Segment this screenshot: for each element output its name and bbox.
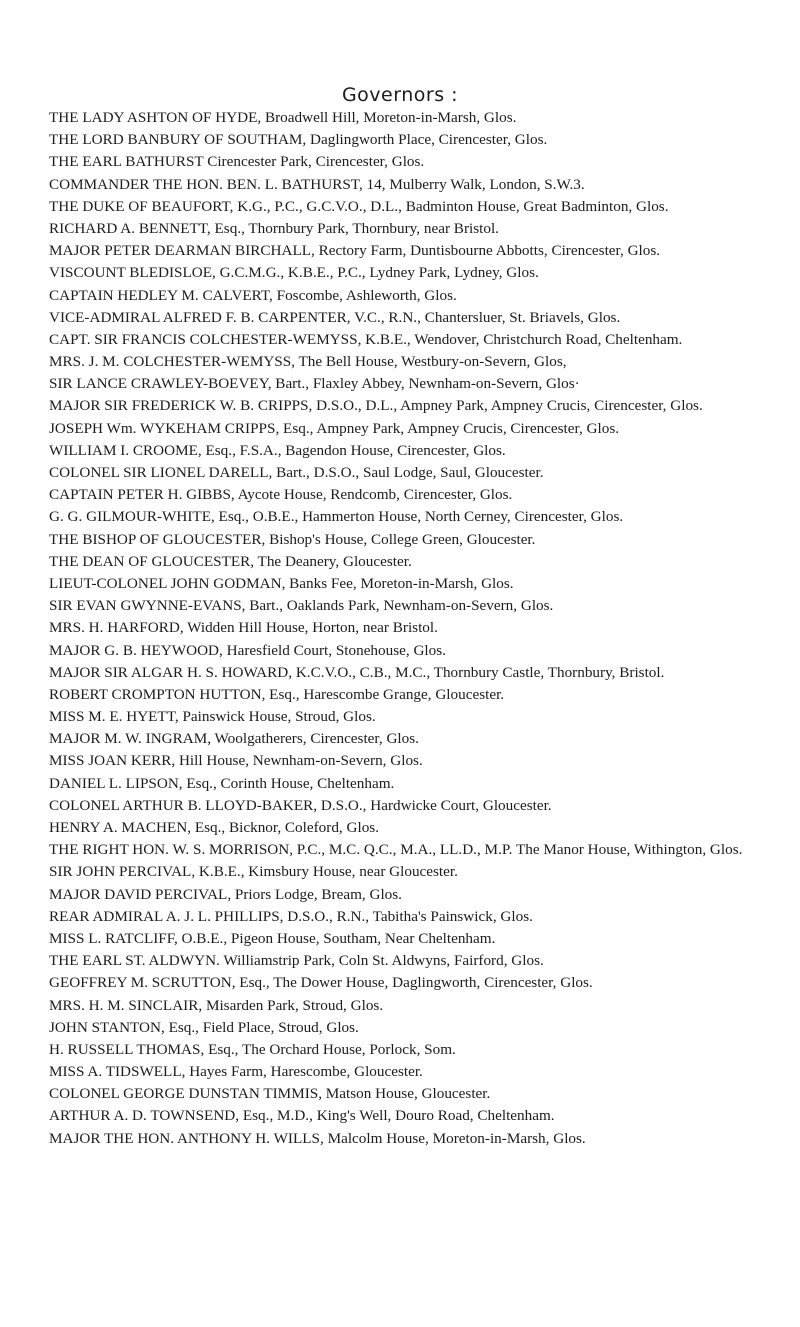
- governor-entry: SIR LANCE CRAWLEY-BOEVEY, Bart., Flaxley Abbey, Newnham-on-Severn, Glos·: [49, 375, 580, 393]
- governor-entry: DANIEL L. LIPSON, Esq., Corinth House, Cheltenham.: [49, 774, 395, 792]
- governors-list: [49, 110, 749, 1153]
- governor-entry: MAJOR G. B. HEYWOOD, Haresfield Court, Stonehouse, Glos.: [49, 641, 446, 659]
- governor-entry: THE EARL ST. ALDWYN. Williamstrip Park, Coln St. Aldwyns, Fairford, Glos.: [49, 952, 544, 970]
- governor-entry: MAJOR M. W. INGRAM, Woolgatherers, Cirencester, Glos.: [49, 730, 419, 748]
- governor-entry: CAPTAIN HEDLEY M. CALVERT, Foscombe, Ashleworth, Glos.: [49, 286, 457, 304]
- governor-entry: THE DUKE OF BEAUFORT, K.G., P.C., G.C.V.O., D.L., Badminton House, Great Badminton, Glos.: [49, 197, 669, 215]
- governor-entry: MISS M. E. HYETT, Painswick House, Stroud, Glos.: [49, 708, 376, 726]
- governor-entry: MRS. H. HARFORD, Widden Hill House, Horton, near Bristol.: [49, 619, 438, 637]
- governor-entry: JOSEPH Wm. WYKEHAM CRIPPS, Esq., Ampney Park, Ampney Crucis, Cirencester, Glos.: [49, 419, 620, 437]
- governor-entry: THE EARL BATHURST Cirencester Park, Cirencester, Glos.: [49, 153, 425, 171]
- governor-entry: COLONEL ARTHUR B. LLOYD-BAKER, D.S.O., Hardwicke Court, Gloucester.: [49, 796, 552, 814]
- governor-entry: THE LORD BANBURY OF SOUTHAM, Daglingworth Place, Cirencester, Glos.: [49, 131, 548, 149]
- governor-entry: MAJOR SIR ALGAR H. S. HOWARD, K.C.V.O., C.B., M.C., Thornbury Castle, Thornbury, Bristol.: [49, 663, 665, 681]
- governor-entry: VISCOUNT BLEDISLOE, G.C.M.G., K.B.E., P.C., Lydney Park, Lydney, Glos.: [49, 264, 539, 282]
- governor-entry: MISS JOAN KERR, Hill House, Newnham-on-Severn, Glos.: [49, 752, 423, 770]
- governor-entry: WILLIAM I. CROOME, Esq., F.S.A., Bagendon House, Cirencester, Glos.: [49, 441, 506, 459]
- governor-entry: THE DEAN OF GLOUCESTER, The Deanery, Gloucester.: [49, 552, 412, 570]
- governor-entry: MAJOR THE HON. ANTHONY H. WILLS, Malcolm House, Moreton-in-Marsh, Glos.: [49, 1129, 586, 1147]
- governor-entry: MAJOR SIR FREDERICK W. B. CRIPPS, D.S.O., D.L., Ampney Park, Ampney Crucis, Cirencester, Glos.: [49, 397, 703, 415]
- governor-entry: CAPTAIN PETER H. GIBBS, Aycote House, Rendcomb, Cirencester, Glos.: [49, 486, 513, 504]
- governor-entry: COMMANDER THE HON. BEN. L. BATHURST, 14, Mulberry Walk, London, S.W.3.: [49, 175, 585, 193]
- governor-entry: MAJOR DAVID PERCIVAL, Priors Lodge, Bream, Glos.: [49, 885, 402, 903]
- governor-entry: LIEUT-COLONEL JOHN GODMAN, Banks Fee, Moreton-in-Marsh, Glos.: [49, 574, 514, 592]
- governor-entry: ARTHUR A. D. TOWNSEND, Esq., M.D., King's Well, Douro Road, Cheltenham.: [49, 1107, 555, 1125]
- governor-entry: REAR ADMIRAL A. J. L. PHILLIPS, D.S.O., R.N., Tabitha's Painswick, Glos.: [49, 907, 533, 925]
- governor-entry: MISS L. RATCLIFF, O.B.E., Pigeon House, Southam, Near Cheltenham.: [49, 929, 496, 947]
- governor-entry: HENRY A. MACHEN, Esq., Bicknor, Coleford, Glos.: [49, 819, 379, 836]
- governor-entry: ROBERT CROMPTON HUTTON, Esq., Harescombe Grange, Gloucester.: [49, 685, 505, 703]
- governor-entry: MRS. J. M. COLCHESTER-WEMYSS, The Bell House, Westbury-on-Severn, Glos,: [49, 353, 567, 371]
- governor-entry: THE RIGHT HON. W. S. MORRISON, P.C., M.C. Q.C., M.A., LL.D., M.P. The Manor House, Withington, Glos.: [49, 841, 743, 859]
- governor-entry: MAJOR PETER DEARMAN BIRCHALL, Rectory Farm, Duntisbourne Abbotts, Cirencester, Glos.: [49, 242, 661, 260]
- page-title: Governors :: [341, 84, 459, 106]
- governor-entry: JOHN STANTON, Esq., Field Place, Stroud, Glos.: [49, 1018, 359, 1036]
- governor-entry: THE BISHOP OF GLOUCESTER, Bishop's House, College Green, Gloucester.: [49, 530, 536, 548]
- governor-entry: H. RUSSELL THOMAS, Esq., The Orchard House, Porlock, Som.: [49, 1040, 456, 1058]
- governor-entry: MRS. H. M. SINCLAIR, Misarden Park, Stroud, Glos.: [49, 996, 384, 1014]
- governor-entry: THE LADY ASHTON OF HYDE, Broadwell Hill, Moreton-in-Marsh, Glos.: [49, 109, 517, 126]
- governor-entry: CAPT. SIR FRANCIS COLCHESTER-WEMYSS, K.B.E., Wendover, Christchurch Road, Cheltenham.: [49, 330, 683, 348]
- governor-entry: SIR EVAN GWYNNE-EVANS, Bart., Oaklands Park, Newnham-on-Severn, Glos.: [49, 597, 554, 615]
- governor-entry: COLONEL GEORGE DUNSTAN TIMMIS, Matson House, Gloucester.: [49, 1085, 491, 1103]
- governor-entry: COLONEL SIR LIONEL DARELL, Bart., D.S.O., Saul Lodge, Saul, Gloucester.: [49, 464, 544, 481]
- governor-entry: GEOFFREY M. SCRUTTON, Esq., The Dower House, Daglingworth, Cirencester, Glos.: [49, 974, 593, 992]
- governor-entry: MISS A. TIDSWELL, Hayes Farm, Harescombe, Gloucester.: [49, 1063, 423, 1081]
- governor-entry: RICHARD A. BENNETT, Esq., Thornbury Park, Thornbury, near Bristol.: [49, 219, 499, 237]
- governor-entry: SIR JOHN PERCIVAL, K.B.E., Kimsbury House, near Gloucester.: [49, 863, 458, 881]
- governor-entry: VICE-ADMIRAL ALFRED F. B. CARPENTER, V.C., R.N., Chantersluer, St. Briavels, Glos.: [49, 308, 621, 326]
- governor-entry: G. G. GILMOUR-WHITE, Esq., O.B.E., Hammerton House, North Cerney, Cirencester, Glos.: [49, 508, 624, 526]
